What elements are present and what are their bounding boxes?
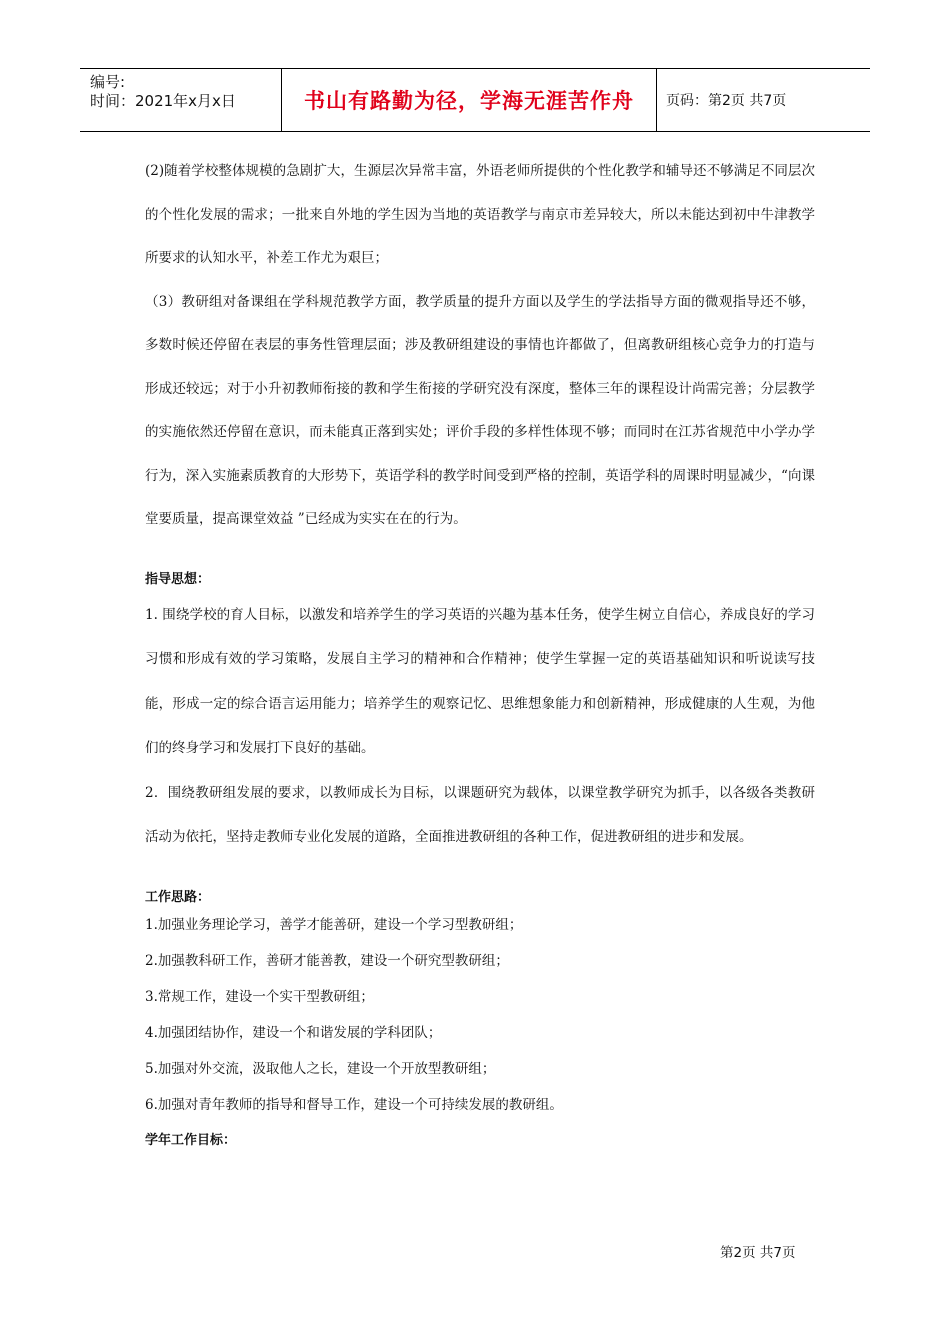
problem-paragraph-3: （3）教研组对备课组在学科规范教学方面，教学质量的提升方面以及学生的学法指导方面的微观指导还不够，多数时候还停留在表层的事务性管理层面；涉及教研组建设的事情也许都做了，但离教研组核心竞争力的打造与形成还较远；对于小升初教师衔接的教和学生衔接的学研究没有深度，整体三年的课程设计尚需完善；分层教学的实施依然还停留在意识，而未能真正落到实处；评价手段的多样性体现不够；而同时在江苏省规范中小学办学行为，深入实施素质教育的大形势下，英语学科的教学时间受到严格的控制，英语学科的周课时明显减少，“向课堂要质量，提高课堂效益 ”已经成为实实在在的行为。 <box>145 293 815 527</box>
number-label: 编号: <box>90 73 126 91</box>
header-motto-cell <box>281 69 657 131</box>
work-heading: 工作思路： <box>145 889 211 905</box>
work-item-4: 4.加强团结协作，建设一个和谐发展的学科团队； <box>145 1024 442 1041</box>
guiding-item-2: 2．围绕教研组发展的要求，以教师成长为目标，以课题研究为载体，以课堂教学研究为抓手，以各级各类教研活动为依托，坚持走教师专业化发展的道路，全面推进教研组的各种工作，促进教研组的进步和发展。 <box>145 784 815 845</box>
goals-heading: 学年工作目标： <box>145 1132 237 1148</box>
work-item-3: 3.常规工作，建设一个实干型教研组； <box>145 988 374 1005</box>
work-item-2: 2.加强教科研工作，善研才能善教，建设一个研究型教研组； <box>145 952 509 969</box>
guiding-heading: 指导思想： <box>145 571 211 587</box>
date-label: 时间：2021年x月x日 <box>90 92 236 110</box>
guiding-item-1: 1. 围绕学校的育人目标，以激发和培养学生的学习英语的兴趣为基本任务，使学生树立自信心，养成良好的学习习惯和形成有效的学习策略，发展自主学习的精神和合作精神；使学生掌握一定的英语基础知识和听说读写技能，形成一定的综合语言运用能力；培养学生的观察记忆、思维想象能力和创新精神，形成健康的人生观，为他们的终身学习和发展打下良好的基础。 <box>145 606 815 756</box>
work-item-5: 5.加强对外交流，汲取他人之长，建设一个开放型教研组； <box>145 1060 496 1077</box>
header-motto: 书山有路勤为径，学海无涯苦作舟 <box>304 89 634 113</box>
problem-paragraph-2: (2)随着学校整体规模的急剧扩大，生源层次异常丰富，外语老师所提供的个性化教学和辅导还不够满足不同层次的个性化发展的需求；一批来自外地的学生因为当地的英语教学与南京市差异较大，所以未能达到初中牛津教学所要求的认知水平，补差工作尤为艰巨； <box>145 163 815 266</box>
header-meta <box>80 69 280 131</box>
document-body <box>145 150 815 1148</box>
page-footer: 第2页 共7页 <box>720 1245 796 1261</box>
page-header <box>80 68 870 132</box>
header-page-info: 页码：第2页 共7页 <box>666 93 787 109</box>
work-item-6: 6.加强对青年教师的指导和督导工作，建设一个可持续发展的教研组。 <box>145 1096 563 1113</box>
work-item-1: 1.加强业务理论学习，善学才能善研，建设一个学习型教研组； <box>145 916 523 933</box>
